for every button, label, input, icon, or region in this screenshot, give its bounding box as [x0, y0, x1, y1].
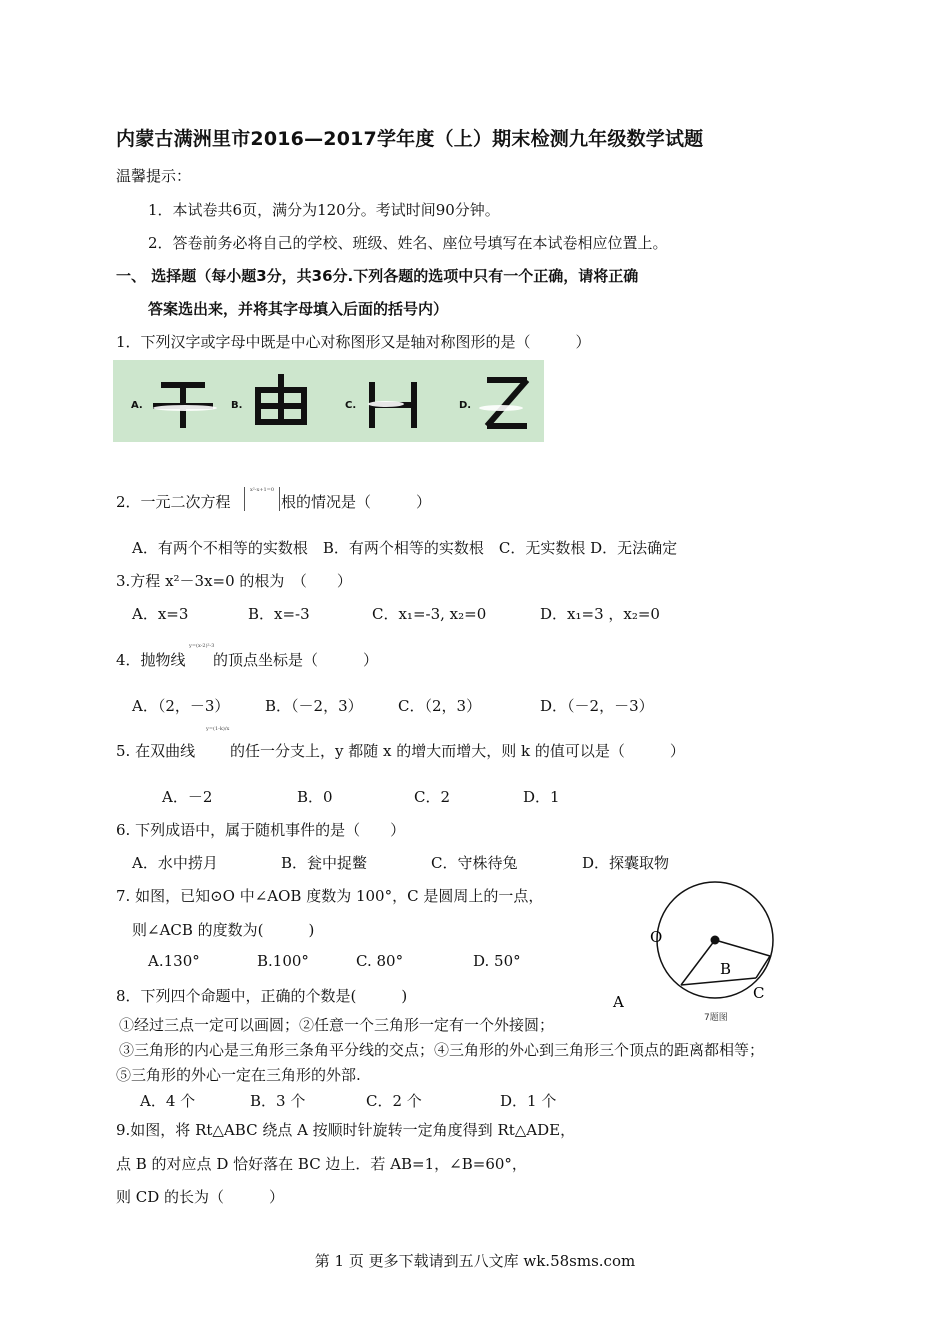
q3-stem: 3.方程 x²－3x=0 的根为 （ ）	[116, 572, 352, 590]
q4-option-b: B．（－2，3）	[265, 697, 363, 715]
q7-figure	[600, 860, 800, 1030]
q5-stem-b: 的任一分支上，y 都随 x 的增大而增大，则 k 的值可以是（ ）	[230, 742, 685, 760]
q3-option-d: D．x₁=3 ，x₂=0	[540, 605, 660, 623]
q8-stem: 8．下列四个命题中，正确的个数是( )	[116, 987, 408, 1005]
q1-label-a: A.	[131, 400, 143, 411]
q7-option-b: B.100°	[257, 952, 309, 970]
q7-stem-1: 7. 如图，已知⊙O 中∠AOB 度数为 100°，C 是圆周上的一点，	[116, 887, 544, 905]
q7-stem-2: 则∠ACB 的度数为( )	[132, 921, 315, 939]
glyph-h-highlight	[368, 401, 404, 407]
segment-ob	[715, 940, 770, 956]
q4-option-a: A．（2，－3）	[132, 697, 230, 715]
q2-stem-b: 根的情况是（ ）	[281, 493, 432, 511]
segment-bc	[756, 956, 770, 978]
page-title: 内蒙古满洲里市2016—2017学年度（上）期末检测九年级数学试题	[116, 128, 704, 150]
q6-option-c: C．守株待兔	[431, 854, 518, 872]
section-heading-line1: 一、 选择题（每小题3分，共36分.下列各题的选项中只有一个正确，请将正确	[116, 267, 639, 285]
page-footer: 第 1 页 更多下载请到五八文库 wk.58sms.com	[314, 1252, 636, 1270]
q7-option-a: A.130°	[148, 952, 200, 970]
q5-formula: y=(1-k)/x	[206, 726, 230, 732]
tip-item-2: 2．答卷前务必将自己的学校、班级、姓名、座位号填写在本试卷相应位置上。	[148, 234, 668, 252]
q4-option-c: C．（2，3）	[398, 697, 482, 715]
q3-option-c: C．x₁=-3, x₂=0	[372, 605, 487, 623]
q6-option-b: B．瓮中捉鳖	[281, 854, 368, 872]
q3-option-a: A．x=3	[132, 605, 189, 623]
q8-line-2: ③三角形的内心是三角形三条角平分线的交点；④三角形的外心到三角形三个顶点的距离都相等；	[119, 1041, 765, 1059]
q8-option-b: B．3 个	[250, 1092, 306, 1110]
q2-stem-a: 2．一元二次方程	[116, 493, 231, 511]
q1-figure	[113, 360, 544, 442]
q6-stem: 6. 下列成语中，属于随机事件的是（ ）	[116, 821, 406, 839]
q5-option-a: A．－2	[162, 788, 213, 806]
q9-line-1: 9.如图，将 Rt△ABC 绕点 A 按顺时针旋转一定角度得到 Rt△ADE，	[116, 1121, 576, 1139]
q8-line-1: ①经过三点一定可以画圆；②任意一个三角形一定有一个外接圆；	[119, 1016, 555, 1034]
figure-caption: 7题图	[704, 1013, 728, 1023]
q7-option-d: D. 50°	[473, 952, 521, 970]
glyph-z-highlight	[479, 405, 523, 411]
q8-option-d: D．1 个	[500, 1092, 557, 1110]
q9-line-3: 则 CD 的长为（ ）	[116, 1188, 285, 1206]
glyph-gan-highlight	[153, 405, 217, 411]
label-c: C	[753, 984, 765, 1002]
q9-line-2: 点 B 的对应点 D 恰好落在 BC 边上．若 AB=1，∠B=60°，	[116, 1155, 527, 1173]
q8-line-3: ⑤三角形的外心一定在三角形的外部.	[116, 1066, 361, 1084]
q8-option-a: A．4 个	[140, 1092, 196, 1110]
q3-option-b: B．x=-3	[248, 605, 310, 623]
tips-heading: 温馨提示：	[116, 167, 192, 185]
q4-stem-a: 4．抛物线	[116, 651, 186, 669]
q1-stem: 1．下列汉字或字母中既是中心对称图形又是轴对称图形的是（ ）	[116, 333, 591, 351]
glyph-z	[487, 380, 527, 426]
q6-option-d: D．探囊取物	[582, 854, 670, 872]
q5-option-d: D．1	[523, 788, 560, 806]
q2-options: A．有两个不相等的实数根 B．有两个相等的实数根 C．无实数根 D．无法确定	[132, 539, 678, 557]
q4-stem-b: 的顶点坐标是（ ）	[213, 651, 379, 669]
q8-option-c: C．2 个	[366, 1092, 422, 1110]
segment-ac	[681, 978, 756, 985]
q1-glyphs	[113, 360, 544, 442]
glyph-you	[258, 374, 304, 422]
section-heading-line2: 答案选出来，并将其字母填入后面的括号内）	[148, 300, 449, 318]
q1-label-d: D.	[459, 400, 472, 411]
tip-item-1: 1．本试卷共6页，满分为120分。考试时间90分钟。	[148, 201, 500, 219]
q1-label-b: B.	[231, 400, 243, 411]
label-b: B	[720, 960, 732, 978]
label-o: O	[650, 928, 663, 946]
q5-stem-a: 5. 在双曲线	[116, 742, 196, 760]
q4-option-d: D．（－2，－3）	[540, 697, 654, 715]
q7-option-c: C. 80°	[356, 952, 404, 970]
q6-option-a: A．水中捞月	[132, 854, 218, 872]
q5-option-b: B．0	[297, 788, 333, 806]
q1-label-c: C.	[345, 400, 357, 411]
q4-formula: y=(x-2)²-3	[189, 643, 215, 649]
label-a: A	[613, 993, 624, 1011]
segment-oa	[681, 940, 715, 985]
q2-formula: x²-x+1=0	[244, 487, 280, 511]
q5-option-c: C．2	[414, 788, 451, 806]
